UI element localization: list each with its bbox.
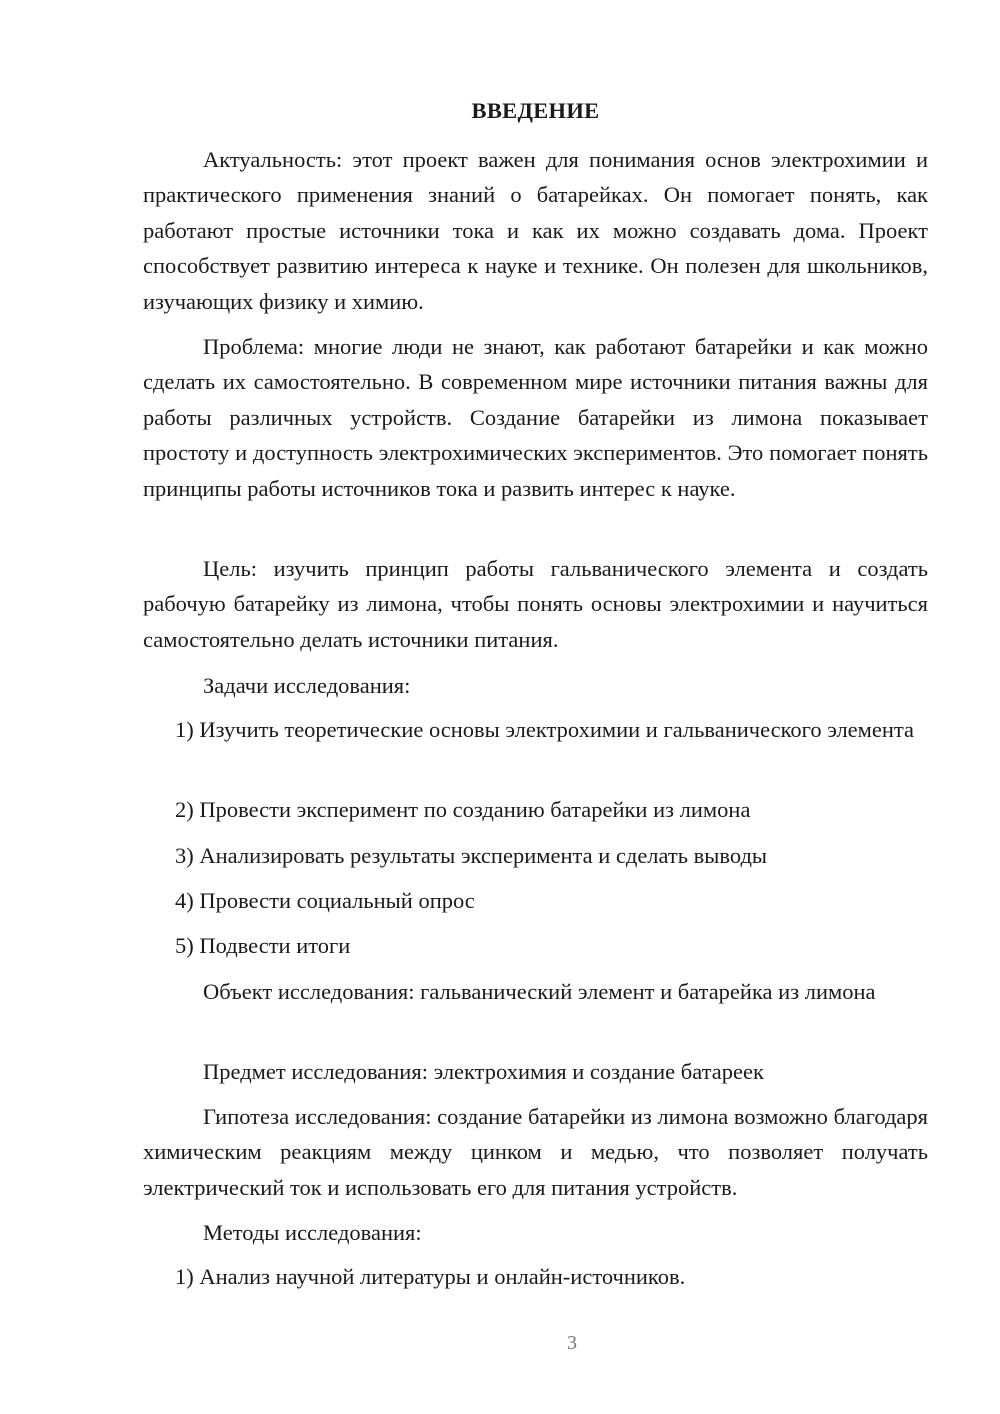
list-item: 5) Подвести итоги [175, 933, 351, 958]
list-item: 2) Провести эксперимент по созданию батарейки из лимона [175, 797, 751, 822]
paragraph-relevance: Актуальность: этот проект важен для понимания основ электрохимии и практического применения знаний о батарейках. Он помогает понять, как работают простые источники тока и как их можно создавать дома. Проект способствует развитию интереса к науке и технике. Он полезен для школьников, изучающих физику и химию. [143, 147, 928, 314]
paragraph-hypothesis-block [143, 1099, 928, 1205]
method-1-block [143, 1259, 928, 1294]
list-item: 1) Анализ научной литературы и онлайн-источников. [175, 1264, 686, 1289]
paragraph-subject: Предмет исследования: электрохимия и создание батареек [203, 1059, 764, 1084]
methods-heading-block [143, 1215, 928, 1250]
list-item: 1) Изучить теоретические основы электрохимии и гальванического элемента [175, 717, 915, 742]
paragraph-subject-block [143, 1054, 928, 1089]
tasks-heading-block [143, 668, 928, 703]
list-item: 4) Провести социальный опрос [175, 888, 475, 913]
page-title: ВВЕДЕНИЕ [471, 98, 600, 123]
paragraph-hypothesis: Гипотеза исследования: создание батарейки из лимона возможно благодаря химическим реакциям между цинком и медью, что позволяет получать электрический ток и использовать его для питания устройств. [143, 1104, 928, 1200]
list-item: 3) Анализировать результаты эксперимента и сделать выводы [175, 843, 768, 868]
tasks-heading: Задачи исследования: [203, 673, 411, 698]
paragraph-object-block [143, 974, 928, 1009]
paragraph-problem: Проблема: многие люди не знают, как работают батарейки и как можно сделать их самостоятельно. В современном мире источники питания важны для работы различных устройств. Создание батарейки из лимона показывает простоту и доступность электрохимических экспериментов. Это помогает понять принципы работы источников тока и развить интерес к науке. [143, 334, 928, 501]
paragraph-object: Объект исследования: гальванический элемент и батарейка из лимона [203, 979, 876, 1004]
paragraph-relevance-block [143, 142, 928, 319]
task-2-block [143, 792, 928, 827]
task-4-block [143, 883, 928, 918]
methods-heading: Методы исследования: [203, 1220, 422, 1245]
page-number: 3 [567, 1332, 577, 1354]
task-1-block [143, 712, 928, 747]
task-5-block [143, 928, 928, 963]
paragraph-problem-block [143, 329, 928, 506]
paragraph-goal: Цель: изучить принцип работы гальванического элемента и создать рабочую батарейку из лимона, чтобы понять основы электрохимии и научиться самостоятельно делать источники питания. [143, 556, 928, 652]
task-3-block [143, 838, 928, 873]
paragraph-goal-block [143, 551, 928, 657]
